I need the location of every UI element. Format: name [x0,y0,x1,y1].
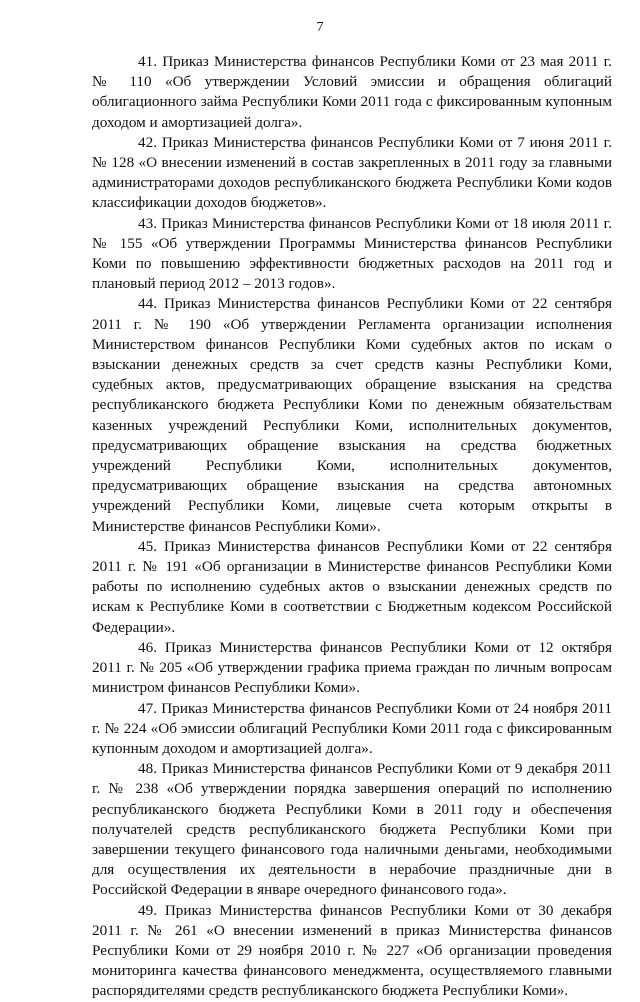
list-item-44: 44. Приказ Министерства финансов Республики Коми от 22 сентября 2011 г. № 190 «Об утверждении Регламента организации исполнения Министерством финансов Республики Коми судебных актов по искам о взыскании денежных средств за счет средств казны Республики Коми, судебных актов, предусматривающих обращение взыскания на средства республиканского бюджета Республики Коми по денежным обязательствам казенных учреждений Республики Коми, исполнительных документов, предусматривающих обращение взыскания на средства бюджетных учреждений Республики Коми, исполнительных документов, предусматривающих обращение взыскания на средства автономных учреждений Республики Коми, лицевые счета которым открыты в Министерстве финансов Республики Коми». [92,295,612,535]
list-item-47: 47. Приказ Министерства финансов Республики Коми от 24 ноября 2011 г. № 224 «Об эмиссии облигаций Республики Коми 2011 года с фиксированным купонным доходом и амортизацией долга». [92,699,612,757]
list-item-49: 49. Приказ Министерства финансов Республики Коми от 30 декабря 2011 г. № 261 «О внесении изменений в приказ Министерства финансов Республики Коми от 29 ноября 2010 г. № 227 «Об организации проведения мониторинга качества финансового менеджмента, осуществляемого главными распорядителями средств республиканского бюджета Республики Коми». [92,901,612,1000]
list-item-43: 43. Приказ Министерства финансов Республики Коми от 18 июля 2011 г. № 155 «Об утверждении Программы Министерства финансов Республики Коми по повышению эффективности бюджетных расходов на 2011 год и плановый период 2012 – 2013 годов». [92,214,612,293]
list-item-45: 45. Приказ Министерства финансов Республики Коми от 22 сентября 2011 г. № 191 «Об организации в Министерстве финансов Республики Коми работы по исполнению судебных актов о взыскании денежных средств по искам к Республике Коми в соответствии с Бюджетным кодексом Российской Федерации». [92,537,612,636]
page-number: 7 [316,20,324,35]
list-item-48: 48. Приказ Министерства финансов Республики Коми от 9 декабря 2011 г. № 238 «Об утверждении порядка завершения операций по исполнению республиканского бюджета Республики Коми в 2011 году и обеспечения получателей средств республиканского бюджета Республики Коми при завершении текущего финансового года наличными деньгами, необходимыми для осуществления их деятельности в нерабочие праздничные дни в Российской Федерации в январе очередного финансового года». [92,760,612,899]
list-item-41: 41. Приказ Министерства финансов Республики Коми от 23 мая 2011 г. № 110 «Об утверждении Условий эмиссии и обращения облигаций облигационного займа Республики Коми 2011 года с фиксированным купонным доходом и амортизацией долга». [92,53,612,131]
document-body [92,52,612,1002]
list-item-42: 42. Приказ Министерства финансов Республики Коми от 7 июня 2011 г. № 128 «О внесении изменений в состав закрепленных в 2011 году за главными администраторами доходов республиканского бюджета Республики Коми кодов классификации доходов бюджетов». [92,133,612,212]
list-item-46: 46. Приказ Министерства финансов Республики Коми от 12 октября 2011 г. № 205 «Об утверждении графика приема граждан по личным вопросам министром финансов Республики Коми». [92,638,612,697]
